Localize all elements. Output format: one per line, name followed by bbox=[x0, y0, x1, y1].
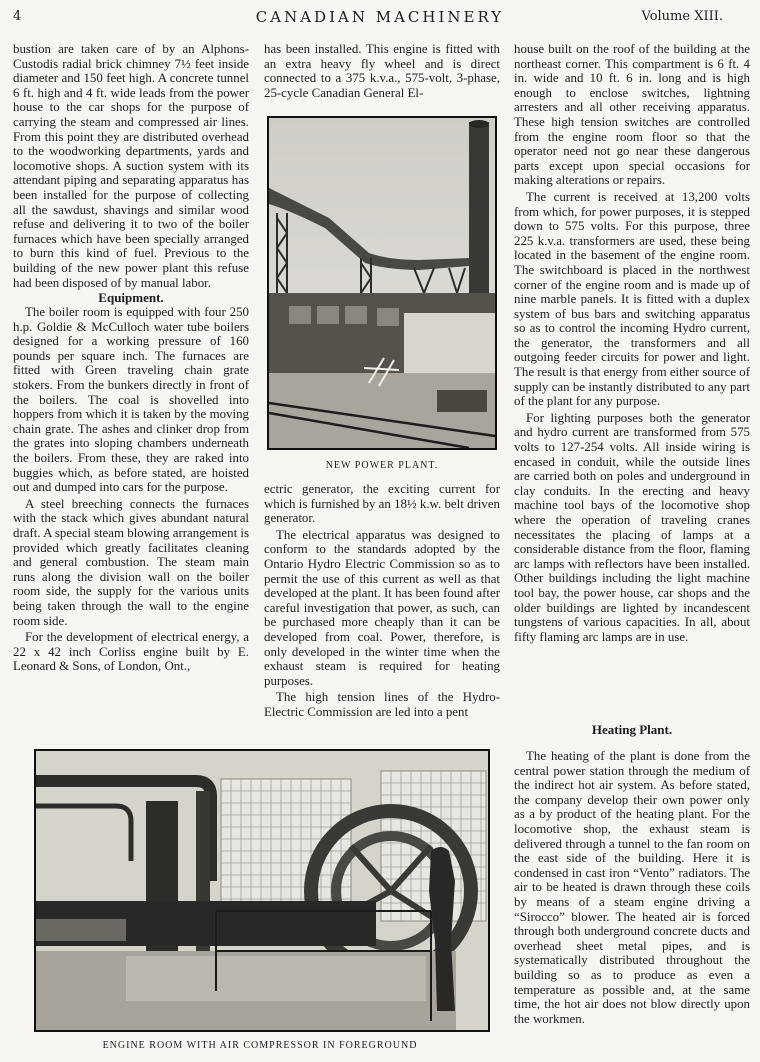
paragraph: The boiler room is equipped with four 250 h.p. Goldie & McCulloch water tube boilers designed for a working pressure of 160 pounds per square inch. The furnaces are fitted with Green traveling chain grate stokers. From the bunkers directly in front of the boilers. The coal is shovelled into hoppers from which it is taken by the moving chain grate. The ashes and clinker drop from the grates into sloping chambers underneath the boilers. From these, they are raked into buggies which, as before stated, are hoisted out and dumped into cars for the purpose. bbox=[13, 305, 249, 495]
paragraph: ectric generator, the exciting current for which is furnished by an 18½ k.w. belt driven generator. bbox=[264, 482, 500, 526]
paragraph: A steel breeching connects the furnaces with the stack which gives abundant natural draft. A special steam blowing arrangement is provided which greatly facilitates cleaning and general combustion. The steam main runs along the division wall on the boiler room side, the supply for the various units being taken through the wall to the engine room side. bbox=[13, 496, 249, 628]
column-1 bbox=[13, 42, 249, 674]
volume-label: Volume XIII. bbox=[641, 9, 723, 24]
column-2-bottom bbox=[264, 482, 500, 720]
power-plant-illustration bbox=[269, 118, 495, 448]
running-title: CANADIAN MACHINERY bbox=[255, 8, 505, 26]
new-power-plant-photo bbox=[267, 116, 497, 450]
section-heading-heating-plant: Heating Plant. bbox=[591, 722, 673, 737]
paragraph: The current is received at 13,200 volts from which, for power purposes, it is stepped down to 575 volts. For this purpose, three 225 k.v.a. transformers are used, these being located in the basement of the engine room. The switchboard is placed in the northwest corner of the engine room and is made up of nine marble panels. It is fitted with a duplex system of bus bars and switching apparatus so as to control the incoming Hydro current, the generator, the transformers and all outgoing feeder circuits for power and light. The result is that energy from either source of supply can be instantly distributed to any part of the plant for any purpose. bbox=[514, 189, 751, 409]
page-number: 4 bbox=[13, 9, 22, 24]
paragraph: The high tension lines of the Hydro-Electric Commission are led into a pent bbox=[264, 690, 500, 719]
section-heading-equipment: Equipment. bbox=[98, 290, 164, 306]
paragraph: The heating of the plant is done from the central power station through the medium of the indirect hot air system. As before stated, the company develop their own power only as a by product of the heating plant. For the locomotive shop, the exhaust steam is delivered through a tunnel to the fan room on the east side of the building. Here it is condensed in cast iron “Vento” radiators. The air to be heated is drawn through these coils by means of a steam engine driving a “Sirocco” blower. The heated air is forced through both underground concrete ducts and overhead sheet metal pipes, and is systematically distributed throughout the building so as to produce as even a temperature as possible and, at the same time, the hot air does not blow directly upon the workmen. bbox=[514, 749, 750, 1026]
paragraph: has been installed. This engine is fitted with an extra heavy fly wheel and is direct connected to a 375 k.v.a., 575-volt, 3-phase, 25-cycle Canadian General El- bbox=[264, 42, 500, 100]
paragraph: house built on the roof of the building at the northeast corner. This compartment is 6 ft. 4 in. wide and 10 ft. 6 in. long and is high enough to enclose switches, lightning arresters and all other receiving apparatus. These high tension switches are controlled from the engine room floor so that the operator need not go near these dangerous parts except upon special occasions for making alterations or repairs. bbox=[514, 42, 750, 188]
column-2-top bbox=[264, 42, 500, 100]
column-3-top bbox=[514, 42, 750, 644]
engine-room-photo bbox=[34, 749, 490, 1032]
engine-room-illustration bbox=[36, 751, 488, 1030]
paragraph: bustion are taken care of by an Alphons-Custodis radial brick chimney 7½ feet inside diameter and 150 feet high. A concrete tunnel 6 ft. high and 4 ft. wide leads from the power house to the car shops for the purpose of carrying the steam and compressed air lines. From this point they are distributed overhead to the woodworking departments, yards and locomotive shops. A suction system with its attendant piping and separating apparatus has been installed for the purpose of collecting all the sawdust, shavings and similar wood refuse and delivering it to two of the boiler furnaces which have been specially arranged to burn this kind of fuel. Previous to the building of the new power plant this refuse had been disposed of by manual labor. bbox=[13, 42, 249, 290]
column-3-bottom bbox=[514, 722, 750, 1026]
paragraph: For lighting purposes both the generator and hydro current are transformed from 575 volts to 127-254 volts. All inside wiring is encased in conduit, while the outside lines are carried both on poles and underground in clay conduits. In the erecting and heavy machine tool bays of the locomotive shop where the operation of traveling cranes necessitates the placing of lamps at a considerable distance from the floor, flaming arc lamps with reflectors have been installed. Other buildings including the light machine tool bay, the power house, car shops and the older buildings are lighted by incandescent tungstens of various capacities. In all, about fifty flaming arc lamps are in use. bbox=[514, 410, 750, 644]
figure-caption-new-power-plant: NEW POWER PLANT. bbox=[325, 460, 439, 471]
figure-caption-engine-room: ENGINE ROOM WITH AIR COMPRESSOR IN FOREGROUND bbox=[102, 1040, 418, 1051]
paragraph: The electrical apparatus was designed to conform to the standards adopted by the Ontario Hydro Electric Commission so as to permit the use of this current as well as that developed at the plant. It has been found after careful investigation that power, as such, can be purchased more cheaply than it can be developed from coal. Power, therefore, is only developed in the winter time when the exhaust steam is required for heating purposes. bbox=[264, 527, 500, 688]
paragraph: For the development of electrical energy, a 22 x 42 inch Corliss engine built by E. Leonard & Sons, of London, Ont., bbox=[13, 630, 249, 674]
